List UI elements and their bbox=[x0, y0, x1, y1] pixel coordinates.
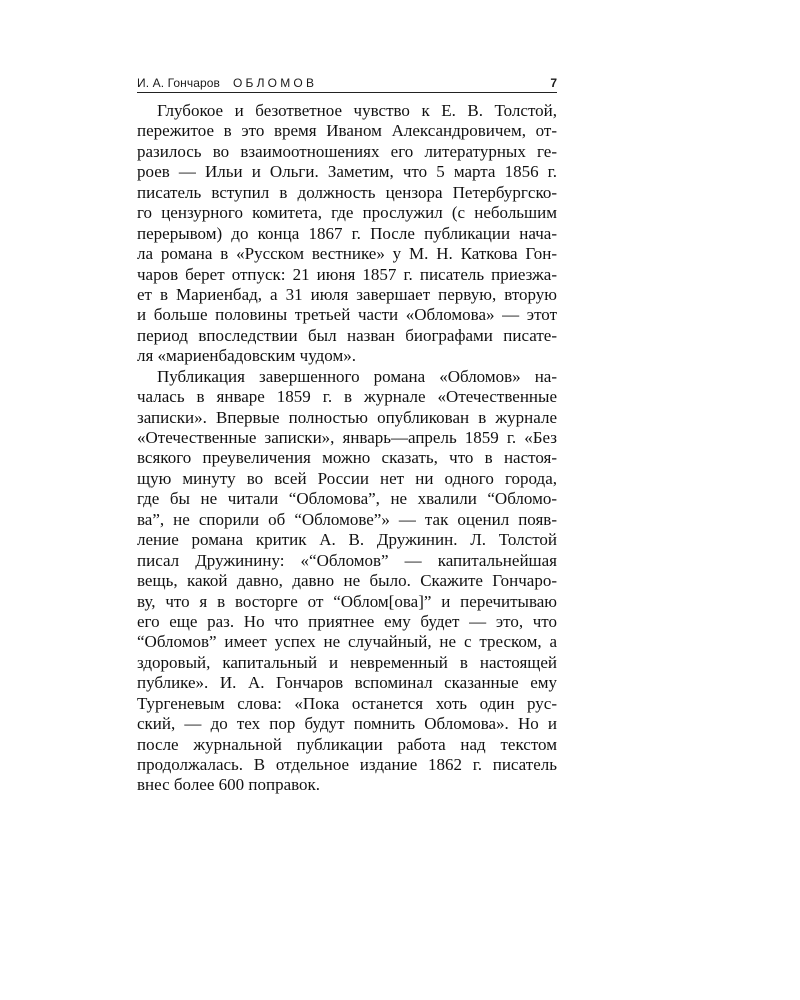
text-line: внес более 600 поправок. bbox=[137, 775, 321, 795]
running-head-title: ОБЛОМОВ bbox=[233, 76, 318, 90]
text-line: ет в Мариенбад, а 31 июля завершает первую, вторую bbox=[137, 284, 557, 304]
text-line: период впоследствии был назван биографами писате- bbox=[137, 325, 557, 345]
text-line: Публикация завершенного романа «Обломов» на- bbox=[157, 366, 557, 386]
text-line: записки». Впервые полностью опубликован в журнале bbox=[137, 407, 557, 427]
text-line: Глубокое и безответное чувство к Е. В. Толстой, bbox=[157, 101, 557, 120]
text-line: где бы не читали “Обломова”, не хвалили “Обломо- bbox=[137, 489, 557, 509]
text-line: всякого преувеличения можно сказать, что в настоя- bbox=[137, 448, 557, 468]
running-head bbox=[137, 76, 557, 92]
text-line: чалась в январе 1859 г. в журнале «Отечественные bbox=[137, 387, 557, 407]
text-line: “Обломов” имеет успех не случайный, не с треском, а bbox=[137, 632, 557, 652]
text-line: вещь, какой давно, давно не было. Скажите Гончаро- bbox=[137, 571, 557, 591]
text-line: го цензурного комитета, где прослужил (с небольшим bbox=[137, 203, 557, 223]
paragraph bbox=[137, 367, 557, 796]
text-line: «Отечественные записки», январь—апрель 1859 г. «Без bbox=[137, 428, 557, 447]
text-line: пережитое в это время Иваном Александровичем, от- bbox=[137, 121, 557, 141]
text-line: ва”, не спорили об “Обломове”» — так оценил появ- bbox=[137, 509, 557, 529]
text-line: ский, — до тех пор будут помнить Обломова». Но и bbox=[137, 714, 557, 734]
text-line: щую минуту во всей России нет ни одного города, bbox=[137, 468, 557, 488]
paragraph bbox=[137, 101, 557, 367]
text-line: чаров берет отпуск: 21 июня 1857 г. писатель приезжа- bbox=[137, 264, 557, 284]
body-text bbox=[137, 101, 557, 796]
text-line: после журнальной публикации работа над текстом bbox=[137, 734, 557, 754]
running-head-author: И. А. Гончаров bbox=[137, 76, 221, 90]
text-line: ла романа в «Русском вестнике» у М. Н. Каткова Гон- bbox=[137, 244, 557, 264]
text-line: публике». И. А. Гончаров вспоминал сказанные ему bbox=[137, 673, 557, 693]
text-line: и больше половины третьей части «Обломова» — этот bbox=[137, 305, 557, 325]
text-line: Тургеневым слова: «Пока останется хоть один рус- bbox=[137, 693, 557, 713]
text-line: здоровый, капитальный и невременный в настоящей bbox=[137, 652, 557, 672]
text-line: перерывом) до конца 1867 г. После публикации нача- bbox=[137, 223, 557, 243]
text-line: писал Дружинину: «“Обломов” — капитальнейшая bbox=[137, 550, 557, 570]
text-line: ву, что я в восторге от “Облом[ова]” и перечитываю bbox=[137, 591, 557, 611]
page-number: 7 bbox=[550, 76, 557, 90]
text-line: ля «мариенбадовским чудом». bbox=[137, 346, 356, 366]
text-line: разилось во взаимоотношениях его литературных ге- bbox=[137, 141, 557, 161]
text-line: его еще раз. Но что приятнее ему будет — это, что bbox=[137, 611, 557, 631]
text-line: продолжалась. В отдельное издание 1862 г. писатель bbox=[137, 755, 557, 774]
header-rule bbox=[137, 92, 557, 93]
text-line: роев — Ильи и Ольги. Заметим, что 5 марта 1856 г. bbox=[137, 162, 557, 182]
text-line: писатель вступил в должность цензора Петербургско- bbox=[137, 182, 557, 202]
text-line: ление романа критик А. В. Дружинин. Л. Толстой bbox=[137, 530, 557, 550]
